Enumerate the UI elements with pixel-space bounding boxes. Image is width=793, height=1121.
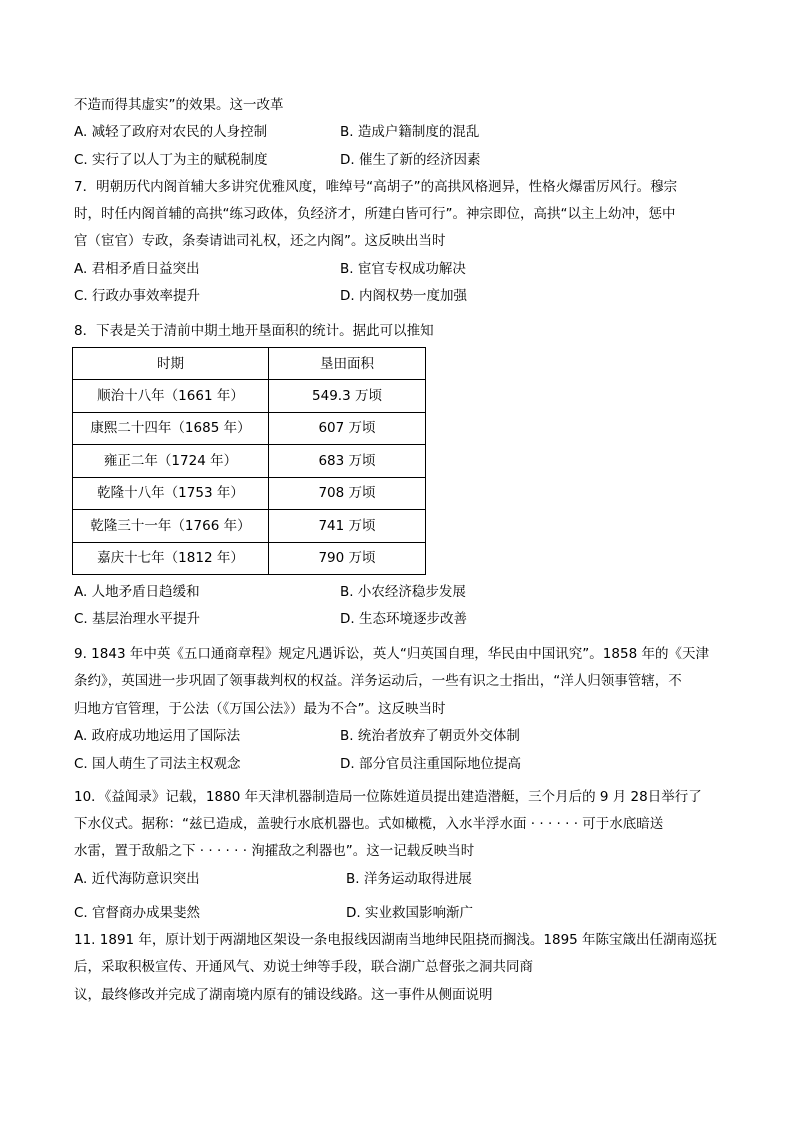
- q10-option-c: C. 官督商办成果斐然: [74, 905, 201, 921]
- table-cell-period: 乾隆十八年（1753 年）: [73, 477, 269, 510]
- table-row: [73, 445, 426, 478]
- table-cell-area: 549.3 万顷: [269, 380, 426, 413]
- table-cell-period: 康熙二十四年（1685 年）: [73, 412, 269, 445]
- question-10-line-2: 下水仪式。据称：“兹已造成，盖驶行水底机器也。式如橄榄，入水半浮水面 · · · · · · 可于水底暗送: [74, 816, 664, 832]
- q9-option-c: C. 国人萌生了司法主权观念: [74, 756, 241, 772]
- q10-option-a: A. 近代海防意识突出: [74, 871, 200, 887]
- q6-option-c: C. 实行了以人丁为主的赋税制度: [74, 152, 268, 168]
- table-cell-period: 雍正二年（1724 年）: [73, 445, 269, 478]
- question-7-line-3: 官（宦官）专政，条奏请诎司礼权，还之内阁”。这反映出当时: [74, 233, 446, 249]
- q7-option-d: D. 内阁权势一度加强: [340, 288, 467, 304]
- q9-option-a: A. 政府成功地运用了国际法: [74, 728, 241, 744]
- q6-option-d: D. 催生了新的经济因素: [340, 152, 481, 168]
- table-cell-area: 741 万顷: [269, 510, 426, 543]
- q6-option-a: A. 减轻了政府对农民的人身控制: [74, 124, 268, 140]
- question-7-line-2: 时，时任内阁首辅的高拱“练习政体，负经济才，所建白皆可行”。神宗即位，高拱“以主上幼冲，惩中: [74, 206, 676, 222]
- question-11-line-3: 议，最终修改并完成了湖南境内原有的铺设线路。这一事件从侧面说明: [74, 987, 493, 1003]
- question-10-line-3: 水雷，置于敌船之下 · · · · · · 洵攉敌之利器也”。这一记载反映当时: [74, 843, 475, 859]
- question-10-line-1: 10．《益闻录》记载，1880 年天津机器制造局一位陈姓道员提出建造潜艇，三个月后的 9 月 28日举行了: [74, 789, 702, 805]
- question-8-line-1: 8．下表是关于清前中期土地开垦面积的统计。据此可以推知: [74, 323, 434, 339]
- land-reclamation-table: [72, 347, 426, 575]
- q6-option-b: B. 造成户籍制度的混乱: [340, 124, 480, 140]
- question-9-line-1: 9. 1843 年中英《五口通商章程》规定凡遇诉讼，英人“归英国自理，华民由中国讯究”。1858 年的《天津: [74, 646, 709, 662]
- question-11-line-1: 11. 1891 年，原计划于两湖地区架设一条电报线因湖南当地绅民阻挠而搁浅。1895 年陈宝箴出任湖南巡抚: [74, 932, 718, 948]
- table-row: [73, 412, 426, 445]
- table-cell-period: 嘉庆十七年（1812 年）: [73, 542, 269, 575]
- q9-option-b: B. 统治者放弃了朝贡外交体制: [340, 728, 520, 744]
- q7-option-a: A. 君相矛盾日益突出: [74, 261, 200, 277]
- q7-option-b: B. 宦官专权成功解决: [340, 261, 466, 277]
- table-row: [73, 542, 426, 575]
- table-header-period: 时期: [73, 348, 269, 380]
- question-9-line-2: 条约》，英国进一步巩固了领事裁判权的权益。洋务运动后，一些有识之士指出，“洋人归领事管辖，不: [74, 673, 682, 689]
- table-cell-period: 乾隆三十一年（1766 年）: [73, 510, 269, 543]
- q8-option-d: D. 生态环境逐步改善: [340, 611, 467, 627]
- q10-option-b: B. 洋务运动取得进展: [346, 871, 472, 887]
- table-row: [73, 510, 426, 543]
- q9-option-d: D. 部分官员注重国际地位提高: [340, 756, 521, 772]
- table-header-area: 垦田面积: [269, 348, 426, 380]
- table-row: [73, 477, 426, 510]
- table-cell-area: 790 万顷: [269, 542, 426, 575]
- q8-option-a: A. 人地矛盾日趋缓和: [74, 584, 200, 600]
- table-row: [73, 380, 426, 413]
- question-11-line-2: 后，采取积极宣传、开通风气、劝说士绅等手段，联合湖广总督张之洞共同商: [74, 959, 533, 975]
- table-cell-area: 683 万顷: [269, 445, 426, 478]
- q7-option-c: C. 行政办事效率提升: [74, 288, 201, 304]
- table-header-row: [73, 348, 426, 380]
- question-9-line-3: 归地方官管理，于公法（《万国公法》）最为不合”。这反映当时: [74, 701, 446, 717]
- table-cell-period: 顺治十八年（1661 年）: [73, 380, 269, 413]
- table-cell-area: 607 万顷: [269, 412, 426, 445]
- question-7-line-1: 7．明朝历代内阁首辅大多讲究优雅风度，唯绰号“高胡子”的高拱风格迥异，性格火爆雷厉风行。穆宗: [74, 179, 678, 195]
- table-cell-area: 708 万顷: [269, 477, 426, 510]
- q8-option-b: B. 小农经济稳步发展: [340, 584, 466, 600]
- q10-option-d: D. 实业救国影响渐广: [346, 905, 473, 921]
- q8-option-c: C. 基层治理水平提升: [74, 611, 201, 627]
- question-6-text-end: 不造而得其虚实”的效果。这一改革: [74, 97, 284, 113]
